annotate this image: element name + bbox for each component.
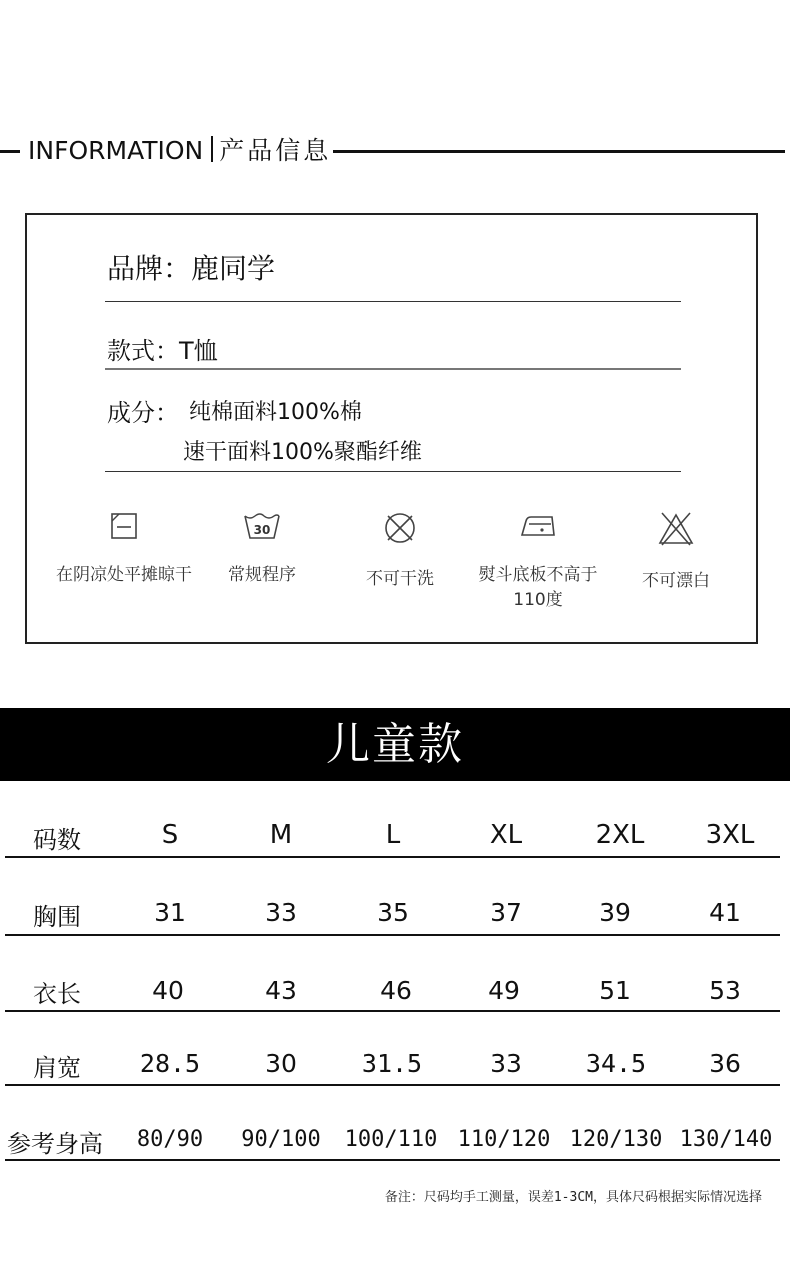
table-cell: 37 (490, 898, 522, 927)
size-header-xl: XL (489, 820, 523, 850)
kids-banner (0, 708, 790, 781)
table-header-label: 码数 (33, 826, 81, 854)
care-item-dry-flat (49, 511, 199, 588)
divider (105, 368, 681, 370)
title-divider (211, 136, 213, 162)
care-item-no-bleach (601, 511, 751, 594)
care-item-iron (463, 511, 613, 613)
table-divider (5, 1159, 780, 1161)
section-title (28, 135, 331, 167)
title-en: INFORMATION (28, 136, 204, 165)
composition-line-2: 速干面料100%聚酯纤维 (183, 440, 422, 465)
table-cell: 90/100 (241, 1127, 321, 1152)
table-cell: 110/120 (457, 1127, 551, 1152)
banner-title: 儿童款 (326, 719, 464, 770)
table-cell: 34.5 (585, 1049, 647, 1078)
table-divider (5, 934, 780, 936)
header-rule-right (333, 150, 785, 153)
table-divider (5, 1084, 780, 1086)
care-label: 不可漂白 (642, 571, 710, 591)
care-label: 常规程序 (228, 565, 296, 585)
table-cell: 33 (490, 1049, 522, 1078)
table-cell: 36 (709, 1049, 741, 1078)
row-label-height: 参考身高 (7, 1130, 103, 1158)
table-cell: 49 (488, 976, 520, 1005)
table-cell: 31.5 (361, 1049, 423, 1078)
table-cell: 40 (152, 976, 184, 1005)
table-cell: 28.5 (139, 1049, 201, 1078)
table-cell: 46 (380, 976, 412, 1005)
table-cell: 35 (377, 898, 409, 927)
row-label-shoulder: 肩宽 (33, 1054, 81, 1082)
divider (105, 301, 681, 302)
style-text: 款式：T恤 (107, 337, 218, 365)
table-divider (5, 1010, 780, 1012)
size-header-3xl: 3XL (705, 820, 755, 850)
table-cell: 41 (709, 898, 741, 927)
section-header (0, 133, 790, 169)
table-cell: 33 (265, 898, 297, 927)
wash-30-icon (242, 511, 282, 541)
composition-line-1: 纯棉面料100%棉 (189, 400, 362, 425)
do-not-dry-clean-icon (383, 511, 417, 545)
size-header-m: M (269, 820, 293, 850)
iron-low-temp-icon (518, 511, 558, 541)
table-cell: 39 (599, 898, 631, 927)
table-divider (5, 856, 780, 858)
table-cell: 30 (265, 1049, 297, 1078)
header-rule-left (0, 150, 20, 153)
table-cell: 43 (265, 976, 297, 1005)
table-cell: 120/130 (569, 1127, 663, 1152)
title-cn: 产品信息 (219, 136, 332, 165)
composition-label: 成分： (107, 399, 179, 427)
product-info-box (25, 213, 758, 644)
brand-text: 品牌：鹿同学 (107, 252, 276, 285)
do-not-bleach-icon (656, 511, 696, 547)
care-label: 在阴凉处平摊晾干 (56, 565, 192, 585)
care-label: 不可干洗 (366, 569, 434, 589)
size-header-s: S (161, 820, 179, 850)
care-item-wash-30 (187, 511, 337, 588)
row-label-length: 衣长 (33, 980, 81, 1008)
size-header-l: L (385, 820, 401, 850)
table-cell: 100/110 (344, 1127, 438, 1152)
table-cell: 130/140 (679, 1127, 773, 1152)
dry-flat-in-shade-icon (109, 511, 139, 541)
divider (105, 471, 681, 472)
wash-temp-text: 30 (253, 523, 271, 537)
table-cell: 80/90 (136, 1127, 204, 1152)
table-cell: 31 (154, 898, 186, 927)
row-label-chest: 胸围 (33, 903, 81, 931)
care-item-no-dry-clean (325, 511, 475, 592)
size-header-2xl: 2XL (595, 820, 645, 850)
table-cell: 53 (709, 976, 741, 1005)
table-cell: 51 (599, 976, 631, 1005)
care-label: 熨斗底板不高于110度 (478, 565, 598, 610)
measurement-note: 备注：尺码均手工测量，误差1-3CM，具体尺码根据实际情况选择 (384, 1190, 762, 1205)
